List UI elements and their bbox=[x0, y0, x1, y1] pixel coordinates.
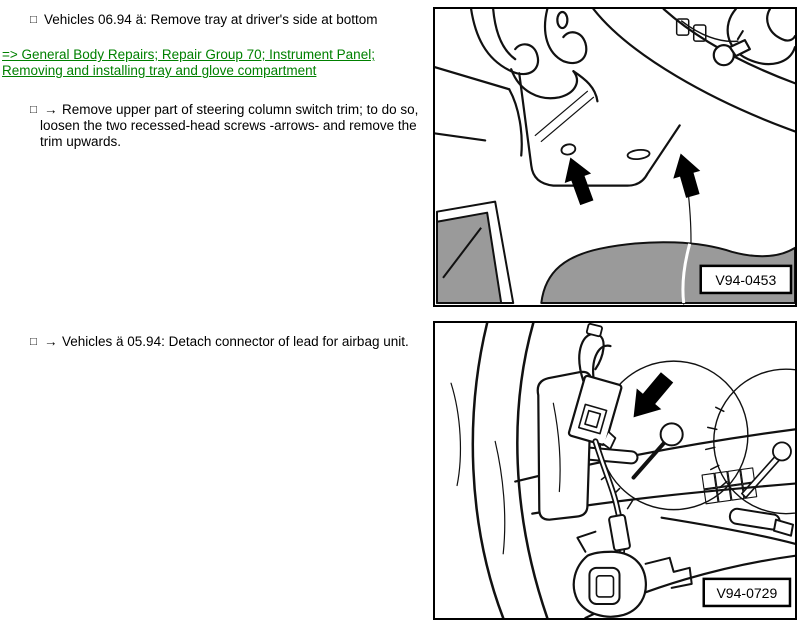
figure-v94-0729 bbox=[433, 321, 797, 620]
instruction-item-vehicles-0694 bbox=[30, 12, 378, 28]
ref-arrow-icon: → bbox=[44, 102, 58, 117]
square-bullet-icon: □ bbox=[30, 336, 37, 348]
steering-column-trim-illustration bbox=[435, 9, 795, 305]
square-bullet-icon: □ bbox=[30, 104, 37, 116]
screw-hole bbox=[560, 143, 576, 156]
screw-hole bbox=[627, 149, 650, 160]
instruction-item-remove-trim bbox=[30, 102, 418, 150]
instruction-text: Vehicles 06.94 ä: Remove tray at driver's side at bottom bbox=[44, 12, 378, 27]
instruction-line: loosen the two recessed-head screws -arrows- and remove the bbox=[40, 118, 417, 133]
instruction-line: trim upwards. bbox=[40, 134, 122, 149]
column-switch-unit bbox=[574, 532, 692, 617]
ref-arrow-icon: → bbox=[44, 334, 58, 349]
figure-label-box bbox=[704, 579, 790, 606]
instruction-item-airbag-connector bbox=[30, 334, 409, 350]
figure-v94-0453 bbox=[433, 7, 797, 307]
gauge-dials bbox=[592, 361, 795, 514]
square-bullet-icon: □ bbox=[30, 14, 37, 26]
instruction-text: Vehicles ä 05.94: Detach connector of lead for airbag unit. bbox=[62, 334, 409, 349]
figure-label-box bbox=[701, 266, 791, 293]
repair-group-link-line2[interactable]: Removing and installing tray and glove compartment bbox=[2, 63, 317, 78]
airbag-connector-illustration bbox=[435, 323, 795, 618]
instruction-text: Remove upper part of steering column switch trim; to do so, bbox=[62, 102, 419, 117]
instruction-line bbox=[30, 102, 418, 118]
repair-group-link-line1[interactable]: => General Body Repairs; Repair Group 70; Instrument Panel; bbox=[2, 47, 375, 62]
figure-label: V94-0729 bbox=[716, 584, 778, 601]
line-art bbox=[451, 323, 795, 618]
repair-group-link[interactable] bbox=[2, 47, 375, 79]
steering-wheel-rim bbox=[451, 323, 547, 618]
figure-label: V94-0453 bbox=[715, 271, 777, 288]
trim-panel bbox=[519, 73, 679, 185]
